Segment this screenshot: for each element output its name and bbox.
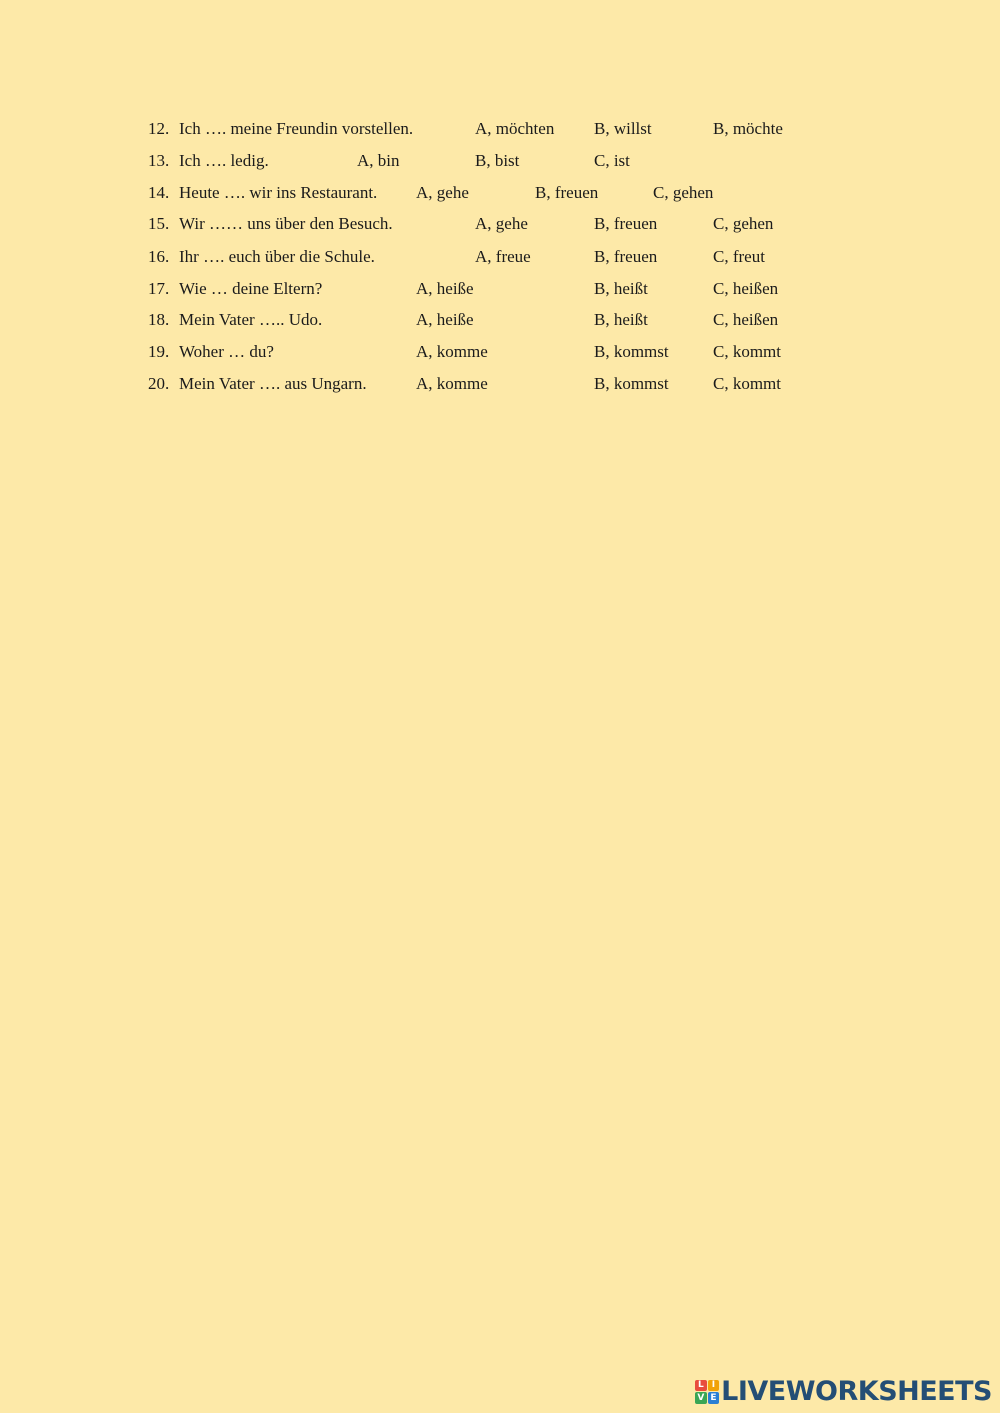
answer-option: C, freut <box>713 247 765 266</box>
liveworksheets-logo-icon <box>695 1380 719 1404</box>
answer-option: B, heißt <box>594 279 648 298</box>
question-text: Woher … du? <box>179 342 274 361</box>
question-number: 17. <box>148 279 170 298</box>
question-row <box>0 179 1000 207</box>
answer-option: B, freuen <box>594 247 658 266</box>
answer-option: C, gehen <box>713 214 774 233</box>
question-row <box>0 370 1000 398</box>
answer-option: B, bist <box>475 151 520 170</box>
logo-letter: L <box>695 1380 707 1392</box>
question-row <box>0 275 1000 303</box>
question-number: 18. <box>148 310 170 329</box>
answer-option: A, heiße <box>416 310 474 329</box>
answer-option: B, heißt <box>594 310 648 329</box>
question-text: Mein Vater ….. Udo. <box>179 310 323 329</box>
answer-option: A, möchten <box>475 119 555 138</box>
answer-option: B, möchte <box>713 119 783 138</box>
question-row <box>0 338 1000 366</box>
answer-option: B, willst <box>594 119 652 138</box>
answer-option: A, gehe <box>475 214 528 233</box>
question-text: Ihr …. euch über die Schule. <box>179 247 375 266</box>
question-number: 12. <box>148 119 170 138</box>
answer-option: B, kommst <box>594 374 669 393</box>
answer-option: C, gehen <box>653 183 714 202</box>
answer-option: A, freue <box>475 247 531 266</box>
question-text: Heute …. wir ins Restaurant. <box>179 183 378 202</box>
question-text: Mein Vater …. aus Ungarn. <box>179 374 367 393</box>
question-row <box>0 243 1000 271</box>
answer-option: A, gehe <box>416 183 469 202</box>
answer-option: C, heißen <box>713 279 779 298</box>
answer-option: A, komme <box>416 342 488 361</box>
question-row <box>0 115 1000 143</box>
answer-option: A, bin <box>357 151 400 170</box>
question-number: 13. <box>148 151 170 170</box>
question-row <box>0 147 1000 175</box>
logo-letter: V <box>695 1392 707 1404</box>
question-text: Wir …… uns über den Besuch. <box>179 214 393 233</box>
answer-option: B, kommst <box>594 342 669 361</box>
question-text: Ich …. meine Freundin vorstellen. <box>179 119 414 138</box>
logo-letter: I <box>708 1380 720 1392</box>
logo-letter: E <box>708 1392 720 1404</box>
answer-option: C, ist <box>594 151 630 170</box>
liveworksheets-brand <box>695 1376 992 1407</box>
question-number: 15. <box>148 214 170 233</box>
question-number: 20. <box>148 374 170 393</box>
answer-option: B, freuen <box>594 214 658 233</box>
answer-option: B, freuen <box>535 183 599 202</box>
question-number: 16. <box>148 247 170 266</box>
brand-name: LIVEWORKSHEETS <box>721 1376 992 1407</box>
answer-option: A, heiße <box>416 279 474 298</box>
question-row <box>0 306 1000 334</box>
answer-option: C, kommt <box>713 374 782 393</box>
question-text: Wie … deine Eltern? <box>179 279 323 298</box>
question-number: 14. <box>148 183 170 202</box>
question-text: Ich …. ledig. <box>179 151 269 170</box>
answer-option: C, heißen <box>713 310 779 329</box>
answer-option: C, kommt <box>713 342 782 361</box>
answer-option: A, komme <box>416 374 488 393</box>
question-row <box>0 210 1000 238</box>
question-number: 19. <box>148 342 170 361</box>
